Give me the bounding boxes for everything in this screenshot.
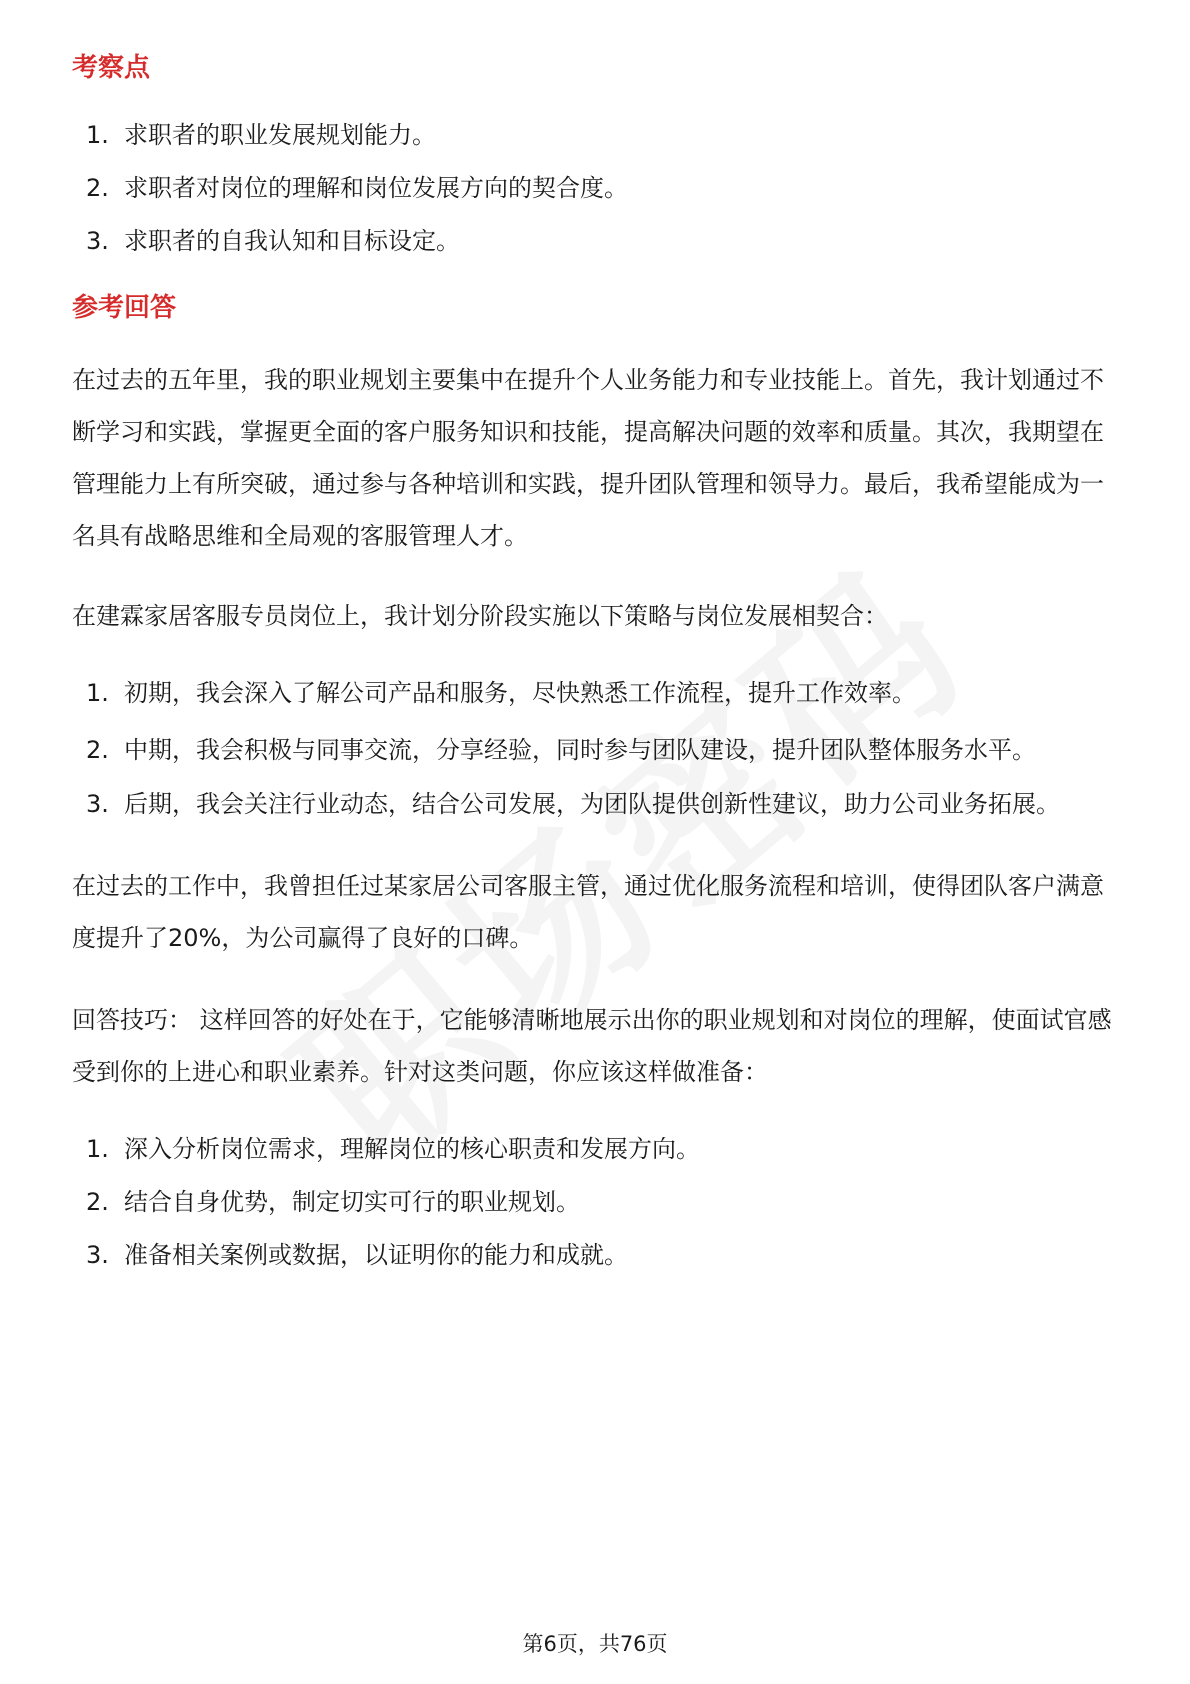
tips-list [72, 1128, 1120, 1276]
paragraph: 回答技巧： 这样回答的好处在于，它能够清晰地展示出你的职业规划和对岗位的理解，使面试官感受到你的上进心和职业素养。针对这类问题，你应该这样做准备： [72, 1006, 1112, 1086]
list-item: 1. 深入分析岗位需求，理解岗位的核心职责和发展方向。 [86, 1135, 700, 1163]
list-item: 2. 结合自身优势，制定切实可行的职业规划。 [86, 1188, 580, 1216]
list-item: 2. 求职者对岗位的理解和岗位发展方向的契合度。 [86, 174, 628, 202]
list-item: 3. 求职者的自我认知和目标设定。 [86, 227, 460, 255]
page-number: 第6页，共76页 [522, 1632, 668, 1656]
list-item: 1. 初期，我会深入了解公司产品和服务，尽快熟悉工作流程，提升工作效率。 [86, 679, 916, 707]
list-item: 3. 后期，我会关注行业动态，结合公司发展，为团队提供创新性建议，助力公司业务拓展。 [86, 790, 1060, 818]
list-item: 3. 准备相关案例或数据，以证明你的能力和成就。 [86, 1241, 628, 1269]
paragraph: 在过去的五年里，我的职业规划主要集中在提升个人业务能力和专业技能上。首先，我计划通过不断学习和实践，掌握更全面的客户服务知识和技能，提高解决问题的效率和质量。其次，我期望在管理能力上有所突破，通过参与各种培训和实践，提升团队管理和领导力。最后，我希望能成为一名具有战略思维和全局观的客服管理人才。 [72, 366, 1104, 550]
list-item: 2. 中期，我会积极与同事交流，分享经验，同时参与团队建设，提升团队整体服务水平。 [86, 736, 1036, 764]
paragraph: 在过去的工作中，我曾担任过某家居公司客服主管，通过优化服务流程和培训，使得团队客户满意度提升了20%，为公司赢得了良好的口碑。 [72, 872, 1104, 952]
section-heading-focus: 考察点 [72, 53, 151, 83]
plan-list [72, 672, 1120, 830]
section-heading-answer: 参考回答 [72, 293, 177, 323]
focus-list [72, 114, 1120, 262]
page-content [72, 48, 1120, 1276]
list-item: 1. 求职者的职业发展规划能力。 [86, 121, 436, 149]
paragraph: 在建霖家居客服专员岗位上，我计划分阶段实施以下策略与岗位发展相契合： [72, 602, 888, 630]
